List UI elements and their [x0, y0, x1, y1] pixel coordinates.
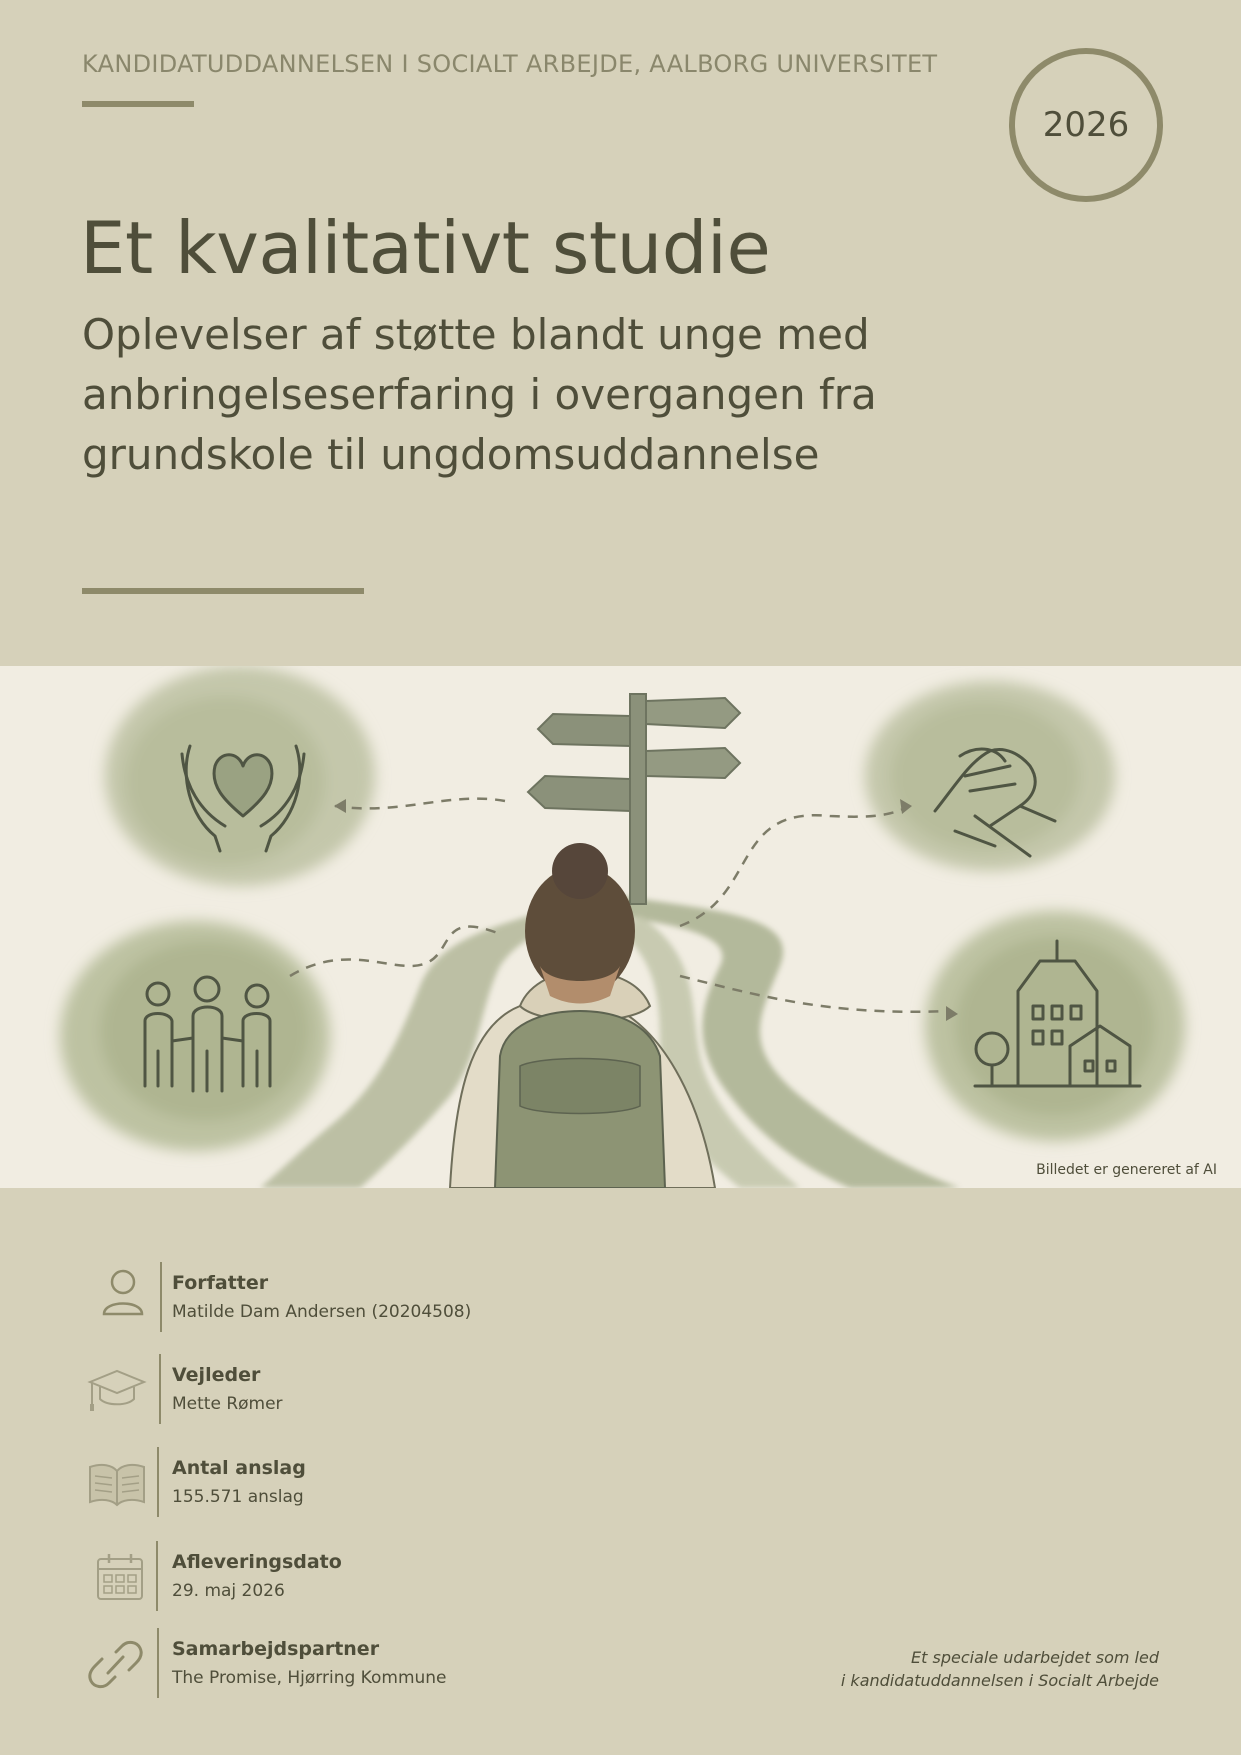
watercolor-cloud-bottom-left [60, 921, 330, 1151]
calendar-icon [82, 1541, 152, 1611]
info-label: Forfatter [172, 1272, 269, 1294]
year-text: 2026 [1042, 105, 1130, 145]
info-divider [157, 1628, 159, 1698]
info-divider [157, 1447, 159, 1517]
page-title: Et kvalitativt studie [80, 206, 771, 290]
info-divider [159, 1354, 161, 1424]
thesis-footnote [841, 1646, 1159, 1692]
link-icon [82, 1628, 152, 1698]
info-label: Afleveringsdato [172, 1551, 342, 1573]
open-book-icon [82, 1447, 152, 1517]
info-label: Samarbejdspartner [172, 1638, 380, 1660]
info-value: Mette Rømer [172, 1394, 283, 1414]
info-divider [160, 1262, 162, 1332]
image-caption: Billedet er genereret af AI [1036, 1162, 1217, 1178]
title-rule [82, 588, 364, 594]
graduation-cap-icon [82, 1354, 152, 1424]
footnote-line-2: i kandidatuddannelsen i Socialt Arbejde [840, 1671, 1159, 1690]
info-value: Matilde Dam Andersen (20204508) [172, 1302, 472, 1322]
illustration-drawing [0, 666, 1241, 1188]
info-value: The Promise, Hjørring Kommune [172, 1668, 447, 1688]
info-label: Antal anslag [172, 1457, 306, 1479]
info-label: Vejleder [172, 1364, 261, 1386]
institution-name: KANDIDATUDDANNELSEN I SOCIALT ARBEJDE, AALBORG UNIVERSITET [82, 50, 938, 78]
year-badge [1009, 48, 1163, 202]
info-value: 29. maj 2026 [172, 1581, 285, 1601]
info-divider [156, 1541, 158, 1611]
watercolor-cloud-top-right [865, 681, 1115, 871]
person-icon [82, 1262, 152, 1332]
footnote-line-1: Et speciale udarbejdet som led [911, 1648, 1159, 1667]
watercolor-cloud-bottom-right [925, 911, 1185, 1141]
cover-illustration [0, 666, 1241, 1188]
page-subtitle: Oplevelser af støtte blandt unge med anbringelseserfaring i overgangen fra grundskole til ungdomsuddannelse [82, 310, 877, 479]
info-value: 155.571 anslag [172, 1487, 304, 1507]
header-rule [82, 101, 194, 107]
